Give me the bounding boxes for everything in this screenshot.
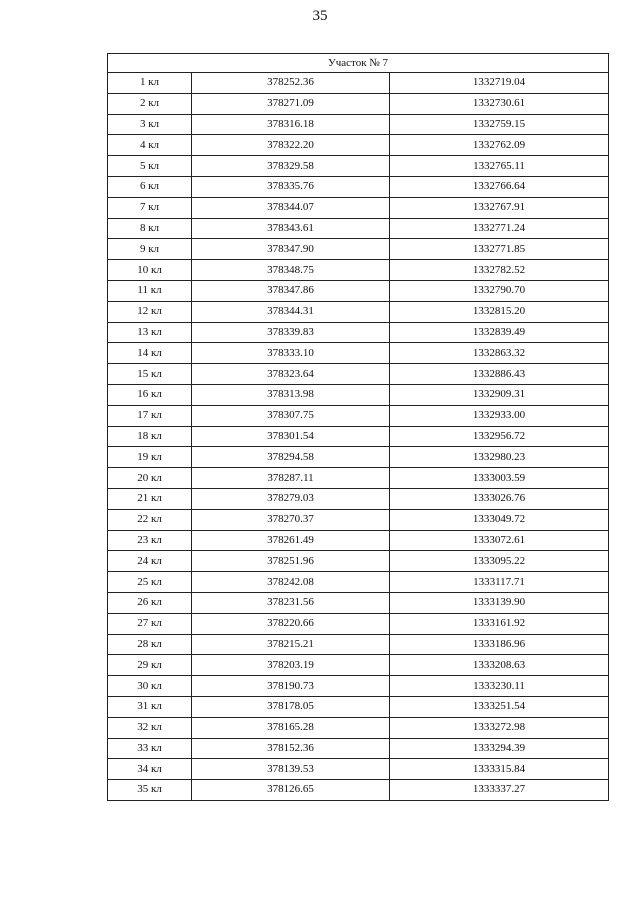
- y-coordinate: 1333208.63: [390, 655, 609, 676]
- point-label: 24 кл: [108, 551, 192, 572]
- x-coordinate: 378307.75: [192, 405, 390, 426]
- y-coordinate: 1332815.20: [390, 301, 609, 322]
- point-label: 20 кл: [108, 468, 192, 489]
- table-row: [108, 676, 609, 697]
- point-label: 16 кл: [108, 384, 192, 405]
- y-coordinate: 1332839.49: [390, 322, 609, 343]
- point-label: 32 кл: [108, 717, 192, 738]
- point-label: 7 кл: [108, 197, 192, 218]
- table-row: [108, 655, 609, 676]
- point-label: 25 кл: [108, 572, 192, 593]
- point-label: 5 кл: [108, 156, 192, 177]
- y-coordinate: 1333230.11: [390, 676, 609, 697]
- table-row: [108, 239, 609, 260]
- point-label: 14 кл: [108, 343, 192, 364]
- point-label: 33 кл: [108, 738, 192, 759]
- x-coordinate: 378165.28: [192, 717, 390, 738]
- point-label: 10 кл: [108, 260, 192, 281]
- x-coordinate: 378287.11: [192, 468, 390, 489]
- table-row: [108, 176, 609, 197]
- table-row: [108, 759, 609, 780]
- point-label: 28 кл: [108, 634, 192, 655]
- table-row: [108, 447, 609, 468]
- point-label: 4 кл: [108, 135, 192, 156]
- table-row: [108, 364, 609, 385]
- y-coordinate: 1332767.91: [390, 197, 609, 218]
- y-coordinate: 1332730.61: [390, 93, 609, 114]
- point-label: 11 кл: [108, 280, 192, 301]
- point-label: 19 кл: [108, 447, 192, 468]
- point-label: 3 кл: [108, 114, 192, 135]
- point-label: 12 кл: [108, 301, 192, 322]
- point-label: 9 кл: [108, 239, 192, 260]
- y-coordinate: 1332980.23: [390, 447, 609, 468]
- table-row: [108, 530, 609, 551]
- y-coordinate: 1333337.27: [390, 780, 609, 801]
- table-row: [108, 322, 609, 343]
- x-coordinate: 378348.75: [192, 260, 390, 281]
- y-coordinate: 1333272.98: [390, 717, 609, 738]
- point-label: 27 кл: [108, 613, 192, 634]
- x-coordinate: 378347.86: [192, 280, 390, 301]
- y-coordinate: 1332719.04: [390, 73, 609, 94]
- point-label: 21 кл: [108, 488, 192, 509]
- y-coordinate: 1333117.71: [390, 572, 609, 593]
- coordinates-table: [107, 53, 609, 801]
- x-coordinate: 378178.05: [192, 696, 390, 717]
- point-label: 6 кл: [108, 176, 192, 197]
- table-row: [108, 405, 609, 426]
- y-coordinate: 1333139.90: [390, 592, 609, 613]
- y-coordinate: 1332933.00: [390, 405, 609, 426]
- x-coordinate: 378270.37: [192, 509, 390, 530]
- y-coordinate: 1333161.92: [390, 613, 609, 634]
- x-coordinate: 378215.21: [192, 634, 390, 655]
- point-label: 18 кл: [108, 426, 192, 447]
- point-label: 1 кл: [108, 73, 192, 94]
- y-coordinate: 1333315.84: [390, 759, 609, 780]
- point-label: 13 кл: [108, 322, 192, 343]
- x-coordinate: 378271.09: [192, 93, 390, 114]
- x-coordinate: 378139.53: [192, 759, 390, 780]
- y-coordinate: 1333026.76: [390, 488, 609, 509]
- table-row: [108, 613, 609, 634]
- point-label: 17 кл: [108, 405, 192, 426]
- point-label: 30 кл: [108, 676, 192, 697]
- y-coordinate: 1332766.64: [390, 176, 609, 197]
- table-row: [108, 696, 609, 717]
- y-coordinate: 1332863.32: [390, 343, 609, 364]
- y-coordinate: 1332759.15: [390, 114, 609, 135]
- x-coordinate: 378329.58: [192, 156, 390, 177]
- table-row: [108, 488, 609, 509]
- table-row: [108, 280, 609, 301]
- x-coordinate: 378252.36: [192, 73, 390, 94]
- table-header-row: [108, 54, 609, 73]
- y-coordinate: 1332956.72: [390, 426, 609, 447]
- table-row: [108, 509, 609, 530]
- x-coordinate: 378251.96: [192, 551, 390, 572]
- point-label: 26 кл: [108, 592, 192, 613]
- x-coordinate: 378343.61: [192, 218, 390, 239]
- point-label: 22 кл: [108, 509, 192, 530]
- table-row: [108, 634, 609, 655]
- x-coordinate: 378301.54: [192, 426, 390, 447]
- x-coordinate: 378279.03: [192, 488, 390, 509]
- table-row: [108, 426, 609, 447]
- x-coordinate: 378322.20: [192, 135, 390, 156]
- x-coordinate: 378323.64: [192, 364, 390, 385]
- y-coordinate: 1332782.52: [390, 260, 609, 281]
- table-row: [108, 343, 609, 364]
- table-row: [108, 218, 609, 239]
- table-title: Участок № 7: [108, 54, 609, 73]
- point-label: 31 кл: [108, 696, 192, 717]
- point-label: 23 кл: [108, 530, 192, 551]
- table-row: [108, 301, 609, 322]
- table-row: [108, 738, 609, 759]
- table-row: [108, 551, 609, 572]
- table-row: [108, 717, 609, 738]
- table-row: [108, 592, 609, 613]
- x-coordinate: 378126.65: [192, 780, 390, 801]
- y-coordinate: 1332790.70: [390, 280, 609, 301]
- y-coordinate: 1333251.54: [390, 696, 609, 717]
- y-coordinate: 1333003.59: [390, 468, 609, 489]
- x-coordinate: 378339.83: [192, 322, 390, 343]
- x-coordinate: 378152.36: [192, 738, 390, 759]
- x-coordinate: 378190.73: [192, 676, 390, 697]
- y-coordinate: 1332886.43: [390, 364, 609, 385]
- point-label: 2 кл: [108, 93, 192, 114]
- point-label: 8 кл: [108, 218, 192, 239]
- y-coordinate: 1333049.72: [390, 509, 609, 530]
- y-coordinate: 1332771.24: [390, 218, 609, 239]
- x-coordinate: 378220.66: [192, 613, 390, 634]
- table-row: [108, 156, 609, 177]
- y-coordinate: 1333186.96: [390, 634, 609, 655]
- table-row: [108, 780, 609, 801]
- x-coordinate: 378333.10: [192, 343, 390, 364]
- x-coordinate: 378203.19: [192, 655, 390, 676]
- y-coordinate: 1332909.31: [390, 384, 609, 405]
- point-label: 34 кл: [108, 759, 192, 780]
- table-row: [108, 260, 609, 281]
- x-coordinate: 378335.76: [192, 176, 390, 197]
- point-label: 29 кл: [108, 655, 192, 676]
- y-coordinate: 1333072.61: [390, 530, 609, 551]
- x-coordinate: 378344.31: [192, 301, 390, 322]
- x-coordinate: 378242.08: [192, 572, 390, 593]
- x-coordinate: 378231.56: [192, 592, 390, 613]
- x-coordinate: 378316.18: [192, 114, 390, 135]
- x-coordinate: 378261.49: [192, 530, 390, 551]
- table-row: [108, 135, 609, 156]
- point-label: 15 кл: [108, 364, 192, 385]
- table-row: [108, 197, 609, 218]
- table-body: [108, 73, 609, 801]
- table-row: [108, 384, 609, 405]
- y-coordinate: 1333294.39: [390, 738, 609, 759]
- y-coordinate: 1333095.22: [390, 551, 609, 572]
- y-coordinate: 1332765.11: [390, 156, 609, 177]
- table-row: [108, 93, 609, 114]
- table-row: [108, 114, 609, 135]
- y-coordinate: 1332771.85: [390, 239, 609, 260]
- x-coordinate: 378294.58: [192, 447, 390, 468]
- x-coordinate: 378344.07: [192, 197, 390, 218]
- x-coordinate: 378313.98: [192, 384, 390, 405]
- page-number: 35: [312, 8, 328, 24]
- table-row: [108, 572, 609, 593]
- point-label: 35 кл: [108, 780, 192, 801]
- x-coordinate: 378347.90: [192, 239, 390, 260]
- y-coordinate: 1332762.09: [390, 135, 609, 156]
- table-row: [108, 73, 609, 94]
- table-row: [108, 468, 609, 489]
